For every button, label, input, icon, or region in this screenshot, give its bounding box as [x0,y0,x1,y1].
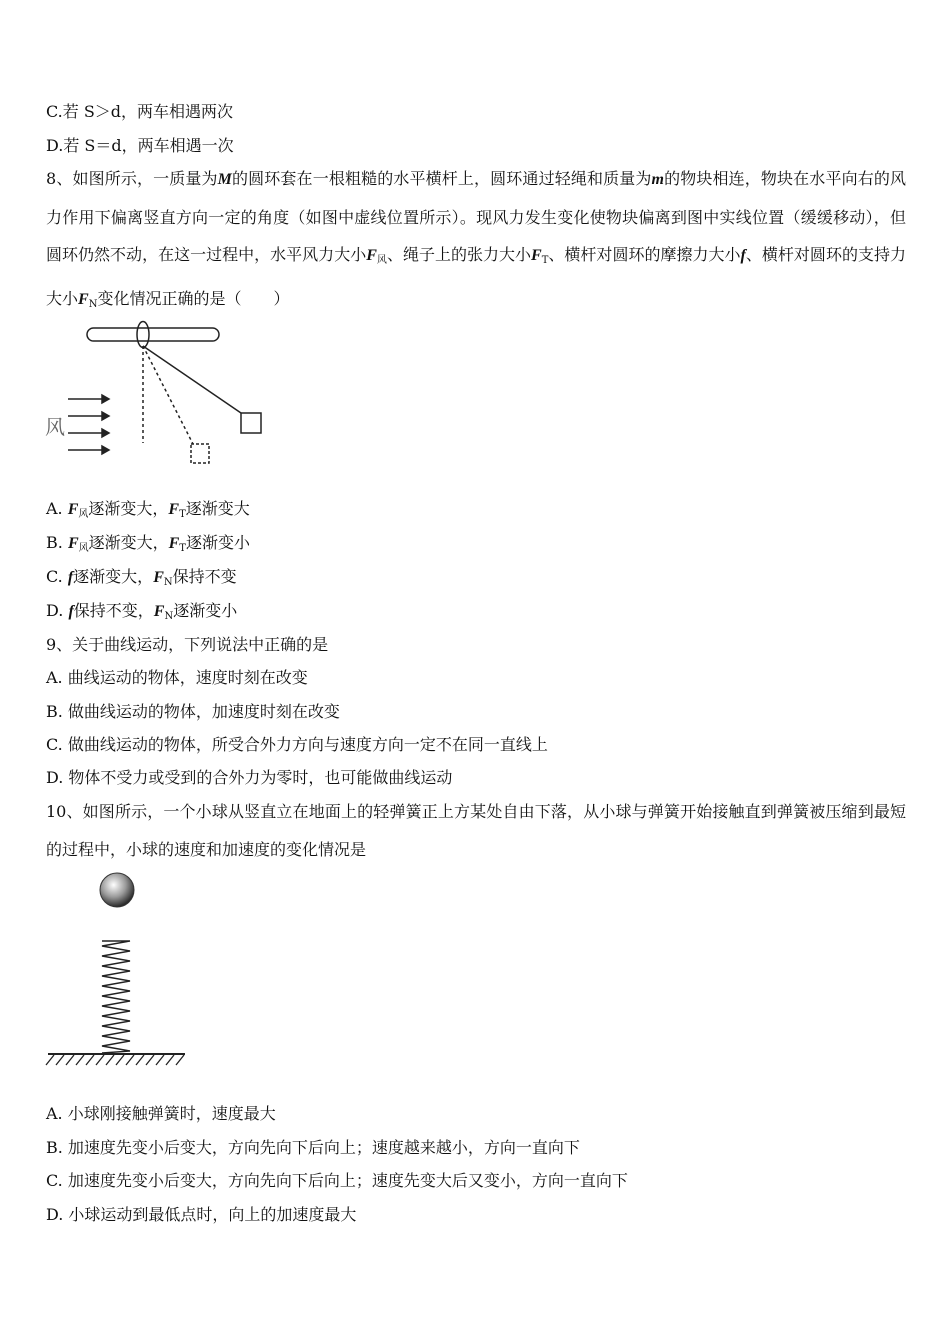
q10-option-d: D. 小球运动到最低点时，向上的加速度最大 [46,1205,357,1224]
q7-option-c: C.若 S＞d，两车相遇两次 [46,102,234,121]
q8-option-a: A. $F_风$逐渐变大，$F_T$逐渐变大 [46,499,250,520]
wind-label: 风 [45,415,65,439]
q9-option-a: A. 曲线运动的物体，速度时刻在改变 [46,668,308,687]
solid-rope [143,346,241,413]
dashed-rope [143,346,193,444]
q8-figure [40,318,280,473]
q8-stem: 8、如图所示，一质量为M的圆环套在一根粗糙的水平横杆上，圆环通过轻绳和质量为m的物块相连，物块在水平向右的风力作用下偏离竖直方向一定的角度（如图中虚线位置所示）。现风力发生变化使物块偏离到图中实线位置（缓缓移动），但圆环仍然不动，在这一过程中，水平风力大小$F_风$、绳子上的张力大小$F_T$、横杆对圆环的摩擦力大小f、横杆对圆环的支持力大小$F_N$变化情况正确的是（ ） [46,169,906,310]
q8-option-d: D. f保持不变，$F_N$逐渐变小 [46,601,238,622]
q9-stem: 9、关于曲线运动，下列说法中正确的是 [46,635,329,654]
block-initial-position [191,444,209,463]
block-final-position [241,413,261,433]
q8-option-c: C. f逐渐变大，$F_N$保持不变 [46,567,237,588]
q10-option-c: C. 加速度先变小后变大，方向先向下后向上；速度先变大后又变小，方向一直向下 [46,1171,628,1190]
q10-figure [40,865,200,1075]
q10-stem: 10、如图所示，一个小球从竖直立在地面上的轻弹簧正上方某处自由下落，从小球与弹簧开始接触直到弹簧被压缩到最短的过程中，小球的速度和加速度的变化情况是 [46,802,906,859]
q7-option-d: D.若 S＝d，两车相遇一次 [46,136,234,155]
wind-arrows [68,395,109,454]
q10-option-a: A. 小球刚接触弹簧时，速度最大 [46,1104,276,1123]
spring [102,941,130,1053]
horizontal-rod [87,328,219,341]
q10-option-b: B. 加速度先变小后变大，方向先向下后向上；速度越来越小，方向一直向下 [46,1138,580,1157]
q9-option-b: B. 做曲线运动的物体，加速度时刻在改变 [46,702,340,721]
ground-hatching [46,1055,184,1065]
q9-option-c: C. 做曲线运动的物体，所受合外力方向与速度方向一定不在同一直线上 [46,735,548,754]
q8-option-b: B. $F_风$逐渐变大，$F_T$逐渐变小 [46,533,250,554]
ring [137,322,149,348]
q9-option-d: D. 物体不受力或受到的合外力为零时，也可能做曲线运动 [46,768,453,787]
ball [100,873,134,907]
